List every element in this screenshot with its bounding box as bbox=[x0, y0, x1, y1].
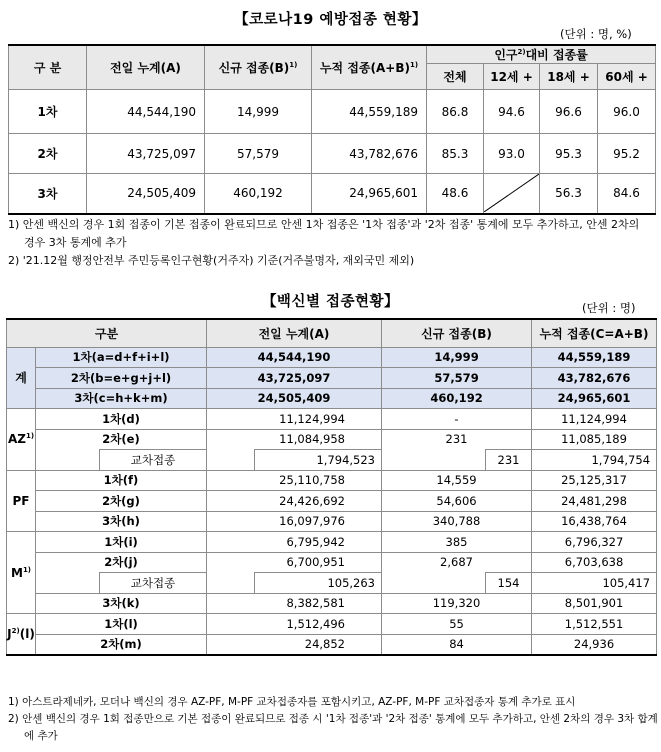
cell-cum: 43,782,676 bbox=[312, 134, 427, 174]
row-label: 1차(d) bbox=[36, 409, 207, 430]
row-label: 2차(e) bbox=[36, 429, 207, 450]
table-row bbox=[7, 368, 657, 389]
table-row bbox=[7, 634, 657, 655]
header-category: 구 분 bbox=[9, 45, 87, 90]
table1-notes bbox=[8, 216, 648, 270]
cell-prev: 24,505,409 bbox=[207, 388, 382, 409]
row-label: 2차 bbox=[9, 134, 87, 174]
cell-cum: 24,965,601 bbox=[312, 174, 427, 214]
row-label: 3차(c=h+k+m) bbox=[36, 388, 207, 409]
cell-cum: 25,125,317 bbox=[532, 470, 657, 491]
row-label: 3차 bbox=[9, 174, 87, 214]
row-label: 2차(m) bbox=[36, 634, 207, 655]
cell-rate-12: 93.0 bbox=[484, 134, 540, 174]
cell-new: 14,559 bbox=[382, 470, 532, 491]
cell-new: 385 bbox=[382, 532, 532, 553]
cell-prev: 44,544,190 bbox=[207, 347, 382, 368]
footnote: 1) 안센 백신의 경우 1회 접종이 기본 접종이 완료되므로 안센 1차 접종은 '1차 접종'과 '2차 접종' 통계에 모두 추가하고, 안센 2차의 경우 3차 통계에 추가 bbox=[8, 218, 640, 249]
table-row bbox=[7, 511, 657, 532]
table-row bbox=[7, 429, 657, 450]
cell-rate-60: 84.6 bbox=[598, 174, 656, 214]
group-az: AZ$^{1)}$ bbox=[7, 409, 36, 471]
cell-rate-total: 86.8 bbox=[427, 90, 484, 134]
cell-cum: 105,417 bbox=[532, 573, 657, 594]
table-row bbox=[7, 552, 657, 573]
cell-prev: 1,794,523 bbox=[255, 450, 382, 471]
group-pf: PF bbox=[7, 470, 36, 532]
table-row bbox=[7, 470, 657, 491]
table1-unit: (단위 : 명, %) bbox=[560, 27, 632, 41]
cell-new: 54,606 bbox=[382, 491, 532, 512]
row-label: 1차(f) bbox=[36, 470, 207, 491]
cell-prev: 8,382,581 bbox=[207, 593, 382, 614]
table-row bbox=[7, 491, 657, 512]
table-row bbox=[9, 134, 656, 174]
cell-cum: 44,559,189 bbox=[312, 90, 427, 134]
cell-cum: 11,085,189 bbox=[532, 429, 657, 450]
table-row bbox=[7, 614, 657, 635]
cell-cum: 8,501,901 bbox=[532, 593, 657, 614]
cell-rate-total: 85.3 bbox=[427, 134, 484, 174]
cell-prev: 24,852 bbox=[207, 634, 382, 655]
cell-cum: 24,481,298 bbox=[532, 491, 657, 512]
cell-prev: 6,700,951 bbox=[207, 552, 382, 573]
header-prev-total: 전일 누계(A) bbox=[87, 45, 205, 90]
cell-prev: 11,084,958 bbox=[207, 429, 382, 450]
cell-rate-total: 48.6 bbox=[427, 174, 484, 214]
header-rate-group: 인구$^{2)}$대비 접종률 bbox=[427, 45, 656, 64]
cell-cum: 6,703,638 bbox=[532, 552, 657, 573]
cell-new: - bbox=[382, 409, 532, 430]
group-total: 계 bbox=[7, 347, 36, 409]
cell-new: 154 bbox=[486, 573, 532, 594]
table-row bbox=[7, 409, 657, 430]
cell-prev: 43,725,097 bbox=[207, 368, 382, 389]
table2-title: 【백신별 접종현황】 bbox=[261, 294, 400, 310]
cell-rate-18: 95.3 bbox=[540, 134, 598, 174]
cell-prev: 43,725,097 bbox=[87, 134, 205, 174]
cell-prev: 11,124,994 bbox=[207, 409, 382, 430]
cell-new: 14,999 bbox=[205, 90, 312, 134]
vaccination-status-table bbox=[8, 44, 656, 215]
cell-cum: 44,559,189 bbox=[532, 347, 657, 368]
cell-prev: 44,544,190 bbox=[87, 90, 205, 134]
cross-label: 교차접종 bbox=[100, 450, 207, 471]
cell-cum: 1,512,551 bbox=[532, 614, 657, 635]
header-rate-18: 18세 + bbox=[540, 64, 598, 90]
cell-new: 460,192 bbox=[382, 388, 532, 409]
cell-rate-18: 96.6 bbox=[540, 90, 598, 134]
group-j: $J^{2)}(l)$ bbox=[7, 614, 36, 655]
cell-new: 55 bbox=[382, 614, 532, 635]
group-m: $M^{1)}$ bbox=[7, 532, 36, 614]
row-label: 2차(b=e+g+j+l) bbox=[36, 368, 207, 389]
vaccine-type-table bbox=[6, 318, 657, 656]
row-label: 1차(i) bbox=[36, 532, 207, 553]
row-label: 2차(g) bbox=[36, 491, 207, 512]
table-row bbox=[7, 347, 657, 368]
header-rate-60: 60세 + bbox=[598, 64, 656, 90]
footnote: 2) 안센 백신의 경우 1회 접종만으로 기본 접종이 완료되므로 접종 시 '1차 접종'과 '2차 접종' 통계에 모두 추가하고, 안센 2차의 경우 3차 합계에 추가 bbox=[8, 713, 658, 742]
cell-prev: 24,426,692 bbox=[207, 491, 382, 512]
row-label: 1차(l) bbox=[36, 614, 207, 635]
cell-new: 340,788 bbox=[382, 511, 532, 532]
cell-prev: 1,512,496 bbox=[207, 614, 382, 635]
table-row bbox=[7, 450, 657, 471]
cell-cum: 24,936 bbox=[532, 634, 657, 655]
cell-rate-60: 96.0 bbox=[598, 90, 656, 134]
row-label: 2차(j) bbox=[36, 552, 207, 573]
cell-rate-12: 94.6 bbox=[484, 90, 540, 134]
header-new: 신규 접종(B) bbox=[382, 319, 532, 347]
row-label: 3차(k) bbox=[36, 593, 207, 614]
cell-new: 57,579 bbox=[205, 134, 312, 174]
header-rate-total: 전체 bbox=[427, 64, 484, 90]
header-prev: 전일 누계(A) bbox=[207, 319, 382, 347]
cell-rate-60: 95.2 bbox=[598, 134, 656, 174]
cell-prev: 16,097,976 bbox=[207, 511, 382, 532]
cell-cum: 43,782,676 bbox=[532, 368, 657, 389]
cell-new: 231 bbox=[486, 450, 532, 471]
cell-prev: 24,505,409 bbox=[87, 174, 205, 214]
header-cum: 누적 접종(C=A+B) bbox=[532, 319, 657, 347]
table-row bbox=[7, 573, 657, 594]
cell-rate-18: 56.3 bbox=[540, 174, 598, 214]
cell-cum: 16,438,764 bbox=[532, 511, 657, 532]
row-label: 3차(h) bbox=[36, 511, 207, 532]
row-label: 1차(a=d+f+i+l) bbox=[36, 347, 207, 368]
table-row bbox=[7, 532, 657, 553]
cell-cum: 24,965,601 bbox=[532, 388, 657, 409]
cell-new: 14,999 bbox=[382, 347, 532, 368]
footnote: 2) '21.12월 행정안전부 주민등록인구현황(거주자) 기준(거주불명자, 재외국민 제외) bbox=[8, 254, 415, 267]
table1-title: 【코로나19 예방접종 현황】 bbox=[234, 12, 427, 28]
cell-new: 57,579 bbox=[382, 368, 532, 389]
row-label: 1차 bbox=[9, 90, 87, 134]
footnote: 1) 아스트라제네카, 모더나 백신의 경우 AZ-PF, M-PF 교차접종자를 포함시키고, AZ-PF, M-PF 교차접종자 통계 추가로 표시 bbox=[8, 696, 576, 708]
cell-prev: 105,263 bbox=[255, 573, 382, 594]
cell-new: 84 bbox=[382, 634, 532, 655]
cell-prev: 25,110,758 bbox=[207, 470, 382, 491]
cell-cum: 11,124,994 bbox=[532, 409, 657, 430]
table2-unit: (단위 : 명) bbox=[582, 301, 636, 315]
cell-rate-12-na bbox=[484, 174, 540, 214]
table-row bbox=[9, 174, 656, 214]
cross-label: 교차접종 bbox=[100, 573, 207, 594]
diagonal-line bbox=[484, 174, 539, 212]
cell-cum: 6,796,327 bbox=[532, 532, 657, 553]
cell-new: 119,320 bbox=[382, 593, 532, 614]
table-row bbox=[9, 90, 656, 134]
cell-new: 460,192 bbox=[205, 174, 312, 214]
table2-notes bbox=[8, 694, 658, 745]
cell-prev: 6,795,942 bbox=[207, 532, 382, 553]
header-cumulative: 누적 접종$(A+B)^{1)}$ bbox=[312, 45, 427, 90]
table-row bbox=[7, 593, 657, 614]
cell-cum: 1,794,754 bbox=[532, 450, 657, 471]
header-category: 구분 bbox=[7, 319, 207, 347]
table-row bbox=[7, 388, 657, 409]
header-rate-12: 12세 + bbox=[484, 64, 540, 90]
header-new: 신규 접종$(B)^{1)}$ bbox=[205, 45, 312, 90]
cell-new: 2,687 bbox=[382, 552, 532, 573]
cell-new: 231 bbox=[382, 429, 532, 450]
